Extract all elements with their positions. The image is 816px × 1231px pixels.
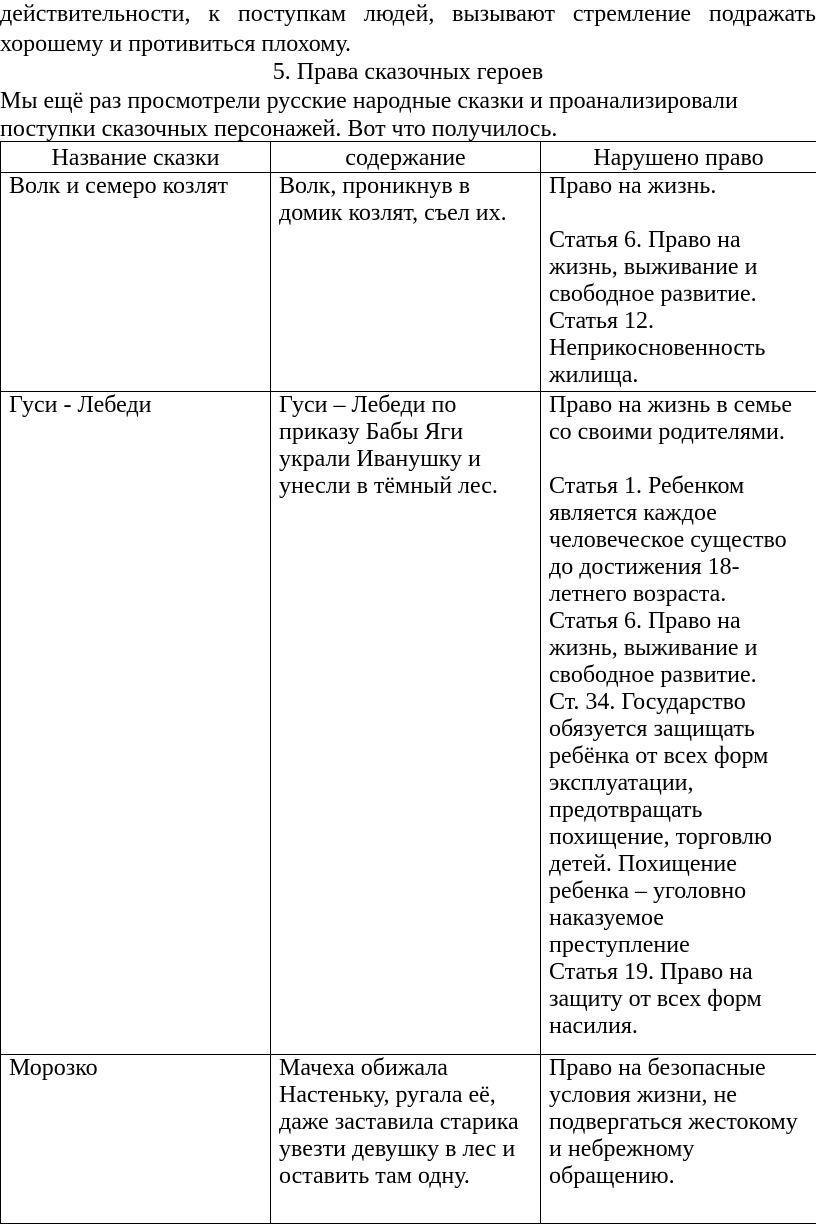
right-main <box>549 173 812 200</box>
content-cell <box>271 173 541 392</box>
text-line: ребёнка от всех форм <box>549 743 769 769</box>
intro-word: действительности, <box>0 1 191 27</box>
header-tale: Название сказки <box>1 142 271 173</box>
text-line: унесли в тёмный лес. <box>279 473 498 499</box>
text-line: Право на жизнь. <box>549 173 717 199</box>
intro-line-3: Мы ещё раз просмотрели русские народные сказки и проанализировали <box>0 88 738 114</box>
table-row <box>1 173 816 392</box>
paragraph-gap <box>549 200 812 227</box>
text-line: даже заставила старика <box>279 1109 519 1135</box>
text-line: до достижения 18- <box>549 554 740 580</box>
table-row <box>1 392 816 1055</box>
intro-line-1 <box>0 0 816 28</box>
text-line: Ст. 34. Государство <box>549 689 746 715</box>
content-cell <box>271 1055 541 1224</box>
tale-cell: Морозко <box>1 1055 271 1224</box>
text-line: обращению. <box>549 1163 675 1189</box>
text-line: Статья 6. Право на <box>549 608 741 634</box>
header-violated-right: Нарушено право <box>541 142 816 173</box>
text-line: обязуется защищать <box>549 716 755 742</box>
text-line: Гуси – Лебеди по <box>279 392 457 418</box>
text-line: ребенка – уголовно <box>549 878 747 904</box>
text-line: и небрежному <box>549 1136 695 1162</box>
header-content: содержание <box>271 142 541 173</box>
table-row <box>1 1055 816 1224</box>
text-line: жилища. <box>549 362 639 388</box>
right-main <box>549 1055 812 1190</box>
intro-word: вызывают <box>452 1 555 27</box>
text-line: оставить там одну. <box>279 1163 470 1189</box>
paragraph-gap <box>549 446 812 473</box>
violated-right-cell <box>541 1055 816 1224</box>
violated-right-cell <box>541 392 816 1055</box>
articles <box>549 473 812 1040</box>
text-line: подвергаться жестокому <box>549 1109 798 1135</box>
tale-cell: Гуси - Лебеди <box>1 392 271 1055</box>
text-line: со своими родителями. <box>549 419 785 445</box>
text-line: увезти девушку в лес и <box>279 1136 516 1162</box>
text-line: Статья 1. Ребенком <box>549 473 745 499</box>
text-line: свободное развитие. <box>549 662 757 688</box>
content-cell <box>271 392 541 1055</box>
text-line: летнего возраста. <box>549 581 727 607</box>
text-line: Статья 19. Право на <box>549 959 753 985</box>
text-line: Право на жизнь в семье <box>549 392 793 418</box>
text-line: условия жизни, не <box>549 1082 737 1108</box>
text-line: Настеньку, ругала её, <box>279 1082 496 1108</box>
text-line: наказуемое <box>549 905 664 931</box>
text-line: эксплуатации, <box>549 770 694 796</box>
section-title: 5. Права сказочных героев <box>272 59 544 85</box>
articles <box>549 227 812 389</box>
text-line: является каждое <box>549 500 717 526</box>
text-line: Волк, проникнув в <box>279 173 471 199</box>
tale-cell: Волк и семеро козлят <box>1 173 271 392</box>
text-line: жизнь, выживание и <box>549 254 758 280</box>
intro-word: стремление <box>572 1 692 27</box>
text-line: детей. Похищение <box>549 851 737 877</box>
table-header-row <box>1 142 816 173</box>
text-line: Статья 12. <box>549 308 654 334</box>
text-line: предотвращать <box>549 797 703 823</box>
text-line: Неприкосновенность <box>549 335 766 361</box>
text-line: похищение, торговлю <box>549 824 772 850</box>
text-line: домик козлят, съел их. <box>279 200 507 226</box>
text-line: Право на безопасные <box>549 1055 766 1081</box>
text-line: украли Иванушку и <box>279 446 481 472</box>
text-line: свободное развитие. <box>549 281 757 307</box>
intro-word: подражать <box>708 1 816 27</box>
fairy-tale-rights-table <box>0 141 816 1224</box>
text-line: преступление <box>549 932 690 958</box>
text-line: Мачеха обижала <box>279 1055 448 1081</box>
text-line: защиту от всех форм <box>549 986 762 1012</box>
intro-line-4: поступки сказочных персонажей. Вот что получилось. <box>0 116 558 142</box>
right-main <box>549 392 812 446</box>
intro-word: к <box>208 1 221 27</box>
violated-right-cell <box>541 173 816 392</box>
text-line: Статья 6. Право на <box>549 227 741 253</box>
intro-word: поступкам <box>237 1 347 27</box>
intro-word: людей, <box>363 1 435 27</box>
text-line: жизнь, выживание и <box>549 635 758 661</box>
intro-line-2: хорошему и противиться плохому. <box>0 31 352 57</box>
text-line: насилия. <box>549 1013 638 1039</box>
text-line: человеческое существо <box>549 527 787 553</box>
text-line: приказу Бабы Яги <box>279 419 464 445</box>
